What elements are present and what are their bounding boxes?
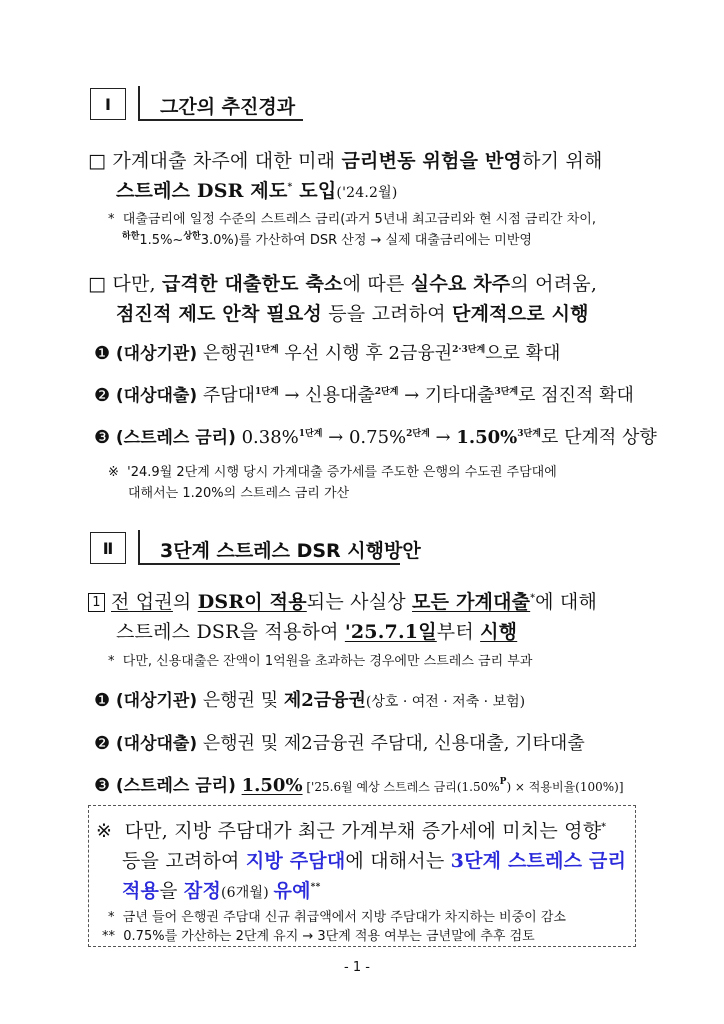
note-kome-line-2: 대해서는 1.20%의 스트레스 금리 가산: [128, 486, 350, 501]
section-2-title: 3단계 스트레스 DSR 시행방안: [160, 540, 421, 562]
paragraph-3-number: 1: [88, 593, 105, 612]
paragraph-1-line-2: 스트레스 DSR 제도* 도입('24.2월): [116, 180, 398, 202]
item-2-target-loans: ❷ (대상대출) 은행권 및 제2금융권 주담대, 신용대출, 기타대출: [94, 733, 585, 754]
paragraph-2-line-2: 점진적 제도 안착 필요성 등을 고려하여 단계적으로 시행: [116, 303, 589, 325]
page-number: - 1 -: [344, 960, 370, 975]
note-kome-line-1: ※ '24.9월 2단계 시행 당시 가계대출 증가세를 주도한 은행의 수도권 주담대에: [108, 465, 557, 480]
item-1-target-loans: ❷ (대상대출) 주담대$^{1단계}$ → 신용대출$^{2단계}$ → 기타대출$^{3단계}$로 점진적 확대: [94, 385, 634, 406]
item-2-target-institutions: ❶ (대상기관) 은행권 및 제2금융권(상호 · 여전 · 저축 · 보험): [94, 690, 526, 711]
section-2-numeral: Ⅱ: [90, 532, 126, 564]
paragraph-3-note: * 다만, 신용대출은 잔액이 1억원을 초과하는 경우에만 스트레스 금리 부과: [108, 654, 533, 669]
paragraph-3-line-2: 스트레스 DSR을 적용하여 '25.7.1일부터 시행: [116, 621, 518, 643]
section-1-numeral: Ⅰ: [90, 88, 126, 120]
section-1-title: 그간의 추진경과: [160, 96, 296, 118]
notice-note-2: ** 0.75%를 가산하는 2단계 유지 → 3단계 적용 여부는 금년말에 추후 검토: [102, 929, 535, 944]
paragraph-1-note-line-1: * 대출금리에 일정 수준의 스트레스 금리(과거 5년내 최고금리와 현 시점 금리간 차이,: [108, 212, 596, 227]
paragraph-1-note-line-2: $^{하한}$1.5%~$^{상한}$3.0%)를 가산하여 DSR 산정 → 실제 대출금리에는 미반영: [122, 231, 532, 248]
paragraph-1-line-1: □ 가계대출 차주에 대한 미래 금리변동 위험을 반영하기 위해: [88, 150, 603, 172]
section-2-divider: [138, 530, 140, 564]
notice-note-1: * 금년 들어 은행권 주담대 신규 취급액에서 지방 주담대가 차지하는 비중이 감소: [108, 910, 566, 925]
paragraph-3-line-1: 1 전 업권의 DSR이 적용되는 사실상 모든 가계대출*에 대해: [88, 587, 597, 614]
notice-line-2: 등을 고려하여 지방 주담대에 대해서는 3단계 스트레스 금리: [122, 850, 627, 872]
item-1-stress-rate: ❸ (스트레스 금리) 0.38%$^{1단계}$ → 0.75%$^{2단계}$ → 1.50%$^{3단계}$로 단계적 상향: [94, 427, 657, 448]
section-1-divider: [138, 86, 140, 120]
section-2-underline: [138, 563, 400, 565]
item-2-stress-rate: ❸ (스트레스 금리) 1.50% ['25.6월 예상 스트레스 금리(1.50%$^P$) × 적용비율(100%)]: [94, 775, 624, 796]
notice-line-3: 적용을 잠정(6개월) 유예**: [122, 880, 321, 902]
section-1-underline: [138, 119, 303, 121]
item-1-target-institutions: ❶ (대상기관) 은행권$^{1단계}$ 우선 시행 후 2금융권$^{2\cdot 3단계}$으로 확대: [94, 343, 561, 364]
notice-line-1: ※ 다만, 지방 주담대가 최근 가계부채 증가세에 미치는 영향*: [96, 820, 607, 842]
paragraph-2-line-1: □ 다만, 급격한 대출한도 축소에 따른 실수요 차주의 어려움,: [88, 273, 598, 295]
